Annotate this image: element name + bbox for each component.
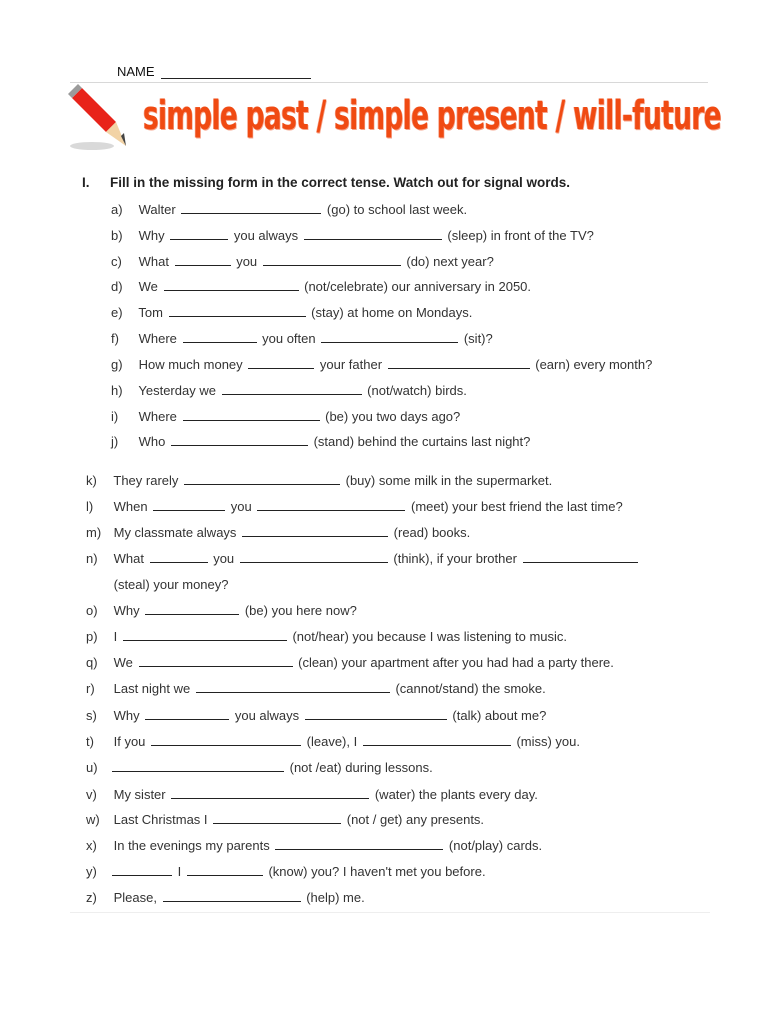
item-text: Walter <box>135 202 180 217</box>
answer-blank[interactable] <box>523 551 638 563</box>
item-text: you always <box>231 708 303 723</box>
item-text: How much money <box>135 357 247 372</box>
item-text: Where <box>135 331 181 346</box>
item-text: Please, <box>110 890 161 905</box>
answer-blank[interactable] <box>171 787 369 799</box>
item-label: m) <box>86 525 102 540</box>
item-text: When <box>110 499 152 514</box>
item-label: l) <box>86 499 94 514</box>
item-text: you <box>209 551 238 566</box>
item-label: r) <box>86 681 95 696</box>
answer-blank[interactable] <box>181 202 321 214</box>
exercise-item <box>86 812 484 827</box>
item-text: My classmate always <box>110 525 241 540</box>
item-text: Why <box>110 708 144 723</box>
exercise-item <box>111 434 530 449</box>
item-label: a) <box>111 202 123 217</box>
item-label: c) <box>111 254 122 269</box>
item-label: y) <box>86 864 97 879</box>
exercise-item <box>86 838 542 853</box>
answer-blank[interactable] <box>257 499 405 511</box>
item-text: (not/hear) you because I was listening to music. <box>288 629 568 644</box>
item-text: (clean) your apartment after you had had a party there. <box>294 655 614 670</box>
item-label: u) <box>86 760 98 775</box>
item-label: n) <box>86 551 98 566</box>
item-label: q) <box>86 655 98 670</box>
name-field[interactable] <box>117 64 311 79</box>
item-label: p) <box>86 629 98 644</box>
item-text: (earn) every month? <box>531 357 653 372</box>
item-text: We <box>110 655 137 670</box>
item-text: (cannot/stand) the smoke. <box>391 681 546 696</box>
exercise-item <box>86 890 365 905</box>
exercise-item <box>86 708 546 723</box>
answer-blank[interactable] <box>196 681 390 693</box>
item-text: (not/celebrate) our anniversary in 2050. <box>300 279 532 294</box>
exercise-item <box>86 760 433 775</box>
item-text: Who <box>135 434 169 449</box>
answer-blank[interactable] <box>222 383 362 395</box>
item-text: Last Christmas I <box>110 812 212 827</box>
exercise-item <box>86 864 486 879</box>
exercise-item <box>111 383 467 398</box>
exercise-item <box>111 202 467 217</box>
item-text: (miss) you. <box>512 734 580 749</box>
answer-blank[interactable] <box>240 551 388 563</box>
exercise-item <box>86 681 546 696</box>
item-text: you always <box>230 228 302 243</box>
answer-blank[interactable] <box>145 708 229 720</box>
exercise-item <box>86 655 614 670</box>
answer-blank[interactable] <box>153 499 225 511</box>
answer-blank[interactable] <box>363 734 511 746</box>
answer-blank[interactable] <box>171 434 308 446</box>
answer-blank[interactable] <box>183 409 320 421</box>
answer-blank[interactable] <box>304 228 442 240</box>
answer-blank[interactable] <box>242 525 388 537</box>
item-text: In the evenings my parents <box>110 838 274 853</box>
section-heading <box>82 175 570 190</box>
top-divider <box>70 82 708 83</box>
item-text: (go) to school last week. <box>323 202 468 217</box>
item-label: t) <box>86 734 94 749</box>
item-text: (think), if your brother <box>389 551 521 566</box>
exercise-item <box>111 331 493 346</box>
answer-blank[interactable] <box>169 305 306 317</box>
item-label: z) <box>86 890 97 905</box>
item-label: j) <box>111 434 119 449</box>
answer-blank[interactable] <box>139 655 293 667</box>
item-text: (be) you here now? <box>241 603 357 618</box>
item-text: (meet) your best friend the last time? <box>407 499 623 514</box>
item-text: (sit)? <box>460 331 493 346</box>
exercise-item <box>86 473 552 488</box>
item-label: w) <box>86 812 100 827</box>
item-text: (stand) behind the curtains last night? <box>309 434 531 449</box>
item-label: o) <box>86 603 98 618</box>
answer-blank[interactable] <box>123 629 287 641</box>
item-text: Why <box>110 603 144 618</box>
page-title: simple past / simple present / will-future <box>143 93 721 139</box>
item-text: (sleep) in front of the TV? <box>443 228 594 243</box>
answer-blank[interactable] <box>183 331 257 343</box>
item-text: you <box>227 499 256 514</box>
item-text: (do) next year? <box>402 254 494 269</box>
item-text: (water) the plants every day. <box>371 787 538 802</box>
answer-blank[interactable] <box>150 551 208 563</box>
answer-blank[interactable] <box>321 331 458 343</box>
item-text: (be) you two days ago? <box>321 409 461 424</box>
answer-blank[interactable] <box>175 254 231 266</box>
item-label: h) <box>111 383 123 398</box>
item-label: v) <box>86 787 97 802</box>
item-text: They rarely <box>110 473 183 488</box>
item-label: d) <box>111 279 123 294</box>
item-text: your father <box>316 357 386 372</box>
exercise-item <box>86 734 580 749</box>
item-text: (leave), I <box>303 734 361 749</box>
item-text: Where <box>135 409 181 424</box>
item-text: What <box>110 551 148 566</box>
exercise-item <box>86 603 357 618</box>
section-instruction: Fill in the missing form in the correct tense. Watch out for signal words. <box>110 175 571 190</box>
item-text: My sister <box>110 787 170 802</box>
answer-blank[interactable] <box>248 357 314 369</box>
exercise-item <box>111 279 531 294</box>
item-text: I <box>174 864 185 879</box>
item-text: (know) you? I haven't met you before. <box>264 864 486 879</box>
item-text: (talk) about me? <box>448 708 547 723</box>
item-label: i) <box>111 409 119 424</box>
exercise-item <box>111 228 594 243</box>
name-label: NAME <box>117 64 155 79</box>
answer-blank[interactable] <box>164 279 299 291</box>
item-text: (not/play) cards. <box>445 838 543 853</box>
item-label: b) <box>111 228 123 243</box>
item-label: k) <box>86 473 97 488</box>
item-text: Why <box>135 228 169 243</box>
item-text: We <box>135 279 162 294</box>
item-text: Last night we <box>110 681 194 696</box>
exercise-item <box>86 525 470 540</box>
item-label: g) <box>111 357 123 372</box>
item-text: (stay) at home on Mondays. <box>307 305 473 320</box>
section-number: I. <box>82 175 90 190</box>
exercise-item <box>111 254 494 269</box>
item-text: (read) books. <box>390 525 471 540</box>
item-label: f) <box>111 331 119 346</box>
answer-blank[interactable] <box>112 760 284 772</box>
exercise-item <box>86 551 640 566</box>
exercise-item <box>111 357 652 372</box>
answer-blank[interactable] <box>184 473 340 485</box>
item-label: e) <box>111 305 123 320</box>
item-text: (buy) some milk in the supermarket. <box>342 473 553 488</box>
item-text: (not /eat) during lessons. <box>286 760 433 775</box>
answer-blank[interactable] <box>145 603 239 615</box>
answer-blank[interactable] <box>112 864 172 876</box>
exercise-item <box>111 305 472 320</box>
answer-blank[interactable] <box>213 812 341 824</box>
exercise-item <box>86 577 229 592</box>
item-text: (help) me. <box>302 890 365 905</box>
item-text: If you <box>110 734 150 749</box>
answer-blank[interactable] <box>151 734 301 746</box>
answer-blank[interactable] <box>275 838 443 850</box>
answer-blank[interactable] <box>187 864 263 876</box>
item-text: I <box>110 629 121 644</box>
exercise-item <box>86 499 623 514</box>
item-text: you often <box>258 331 320 346</box>
item-text: (not/watch) birds. <box>363 383 467 398</box>
name-underline[interactable] <box>161 66 311 79</box>
bottom-divider <box>70 912 710 913</box>
item-text: (not / get) any presents. <box>343 812 485 827</box>
item-text: (steal) your money? <box>110 577 229 592</box>
item-text: What <box>135 254 173 269</box>
item-text: Yesterday we <box>135 383 220 398</box>
answer-blank[interactable] <box>163 890 301 902</box>
pencil-icon <box>68 84 130 156</box>
item-text: you <box>232 254 261 269</box>
item-text: Tom <box>135 305 167 320</box>
item-label: x) <box>86 838 97 853</box>
item-label: s) <box>86 708 97 723</box>
answer-blank[interactable] <box>263 254 401 266</box>
answer-blank[interactable] <box>305 708 447 720</box>
exercise-item <box>111 409 460 424</box>
answer-blank[interactable] <box>170 228 228 240</box>
exercise-item <box>86 629 567 644</box>
answer-blank[interactable] <box>388 357 530 369</box>
exercise-item <box>86 787 538 802</box>
